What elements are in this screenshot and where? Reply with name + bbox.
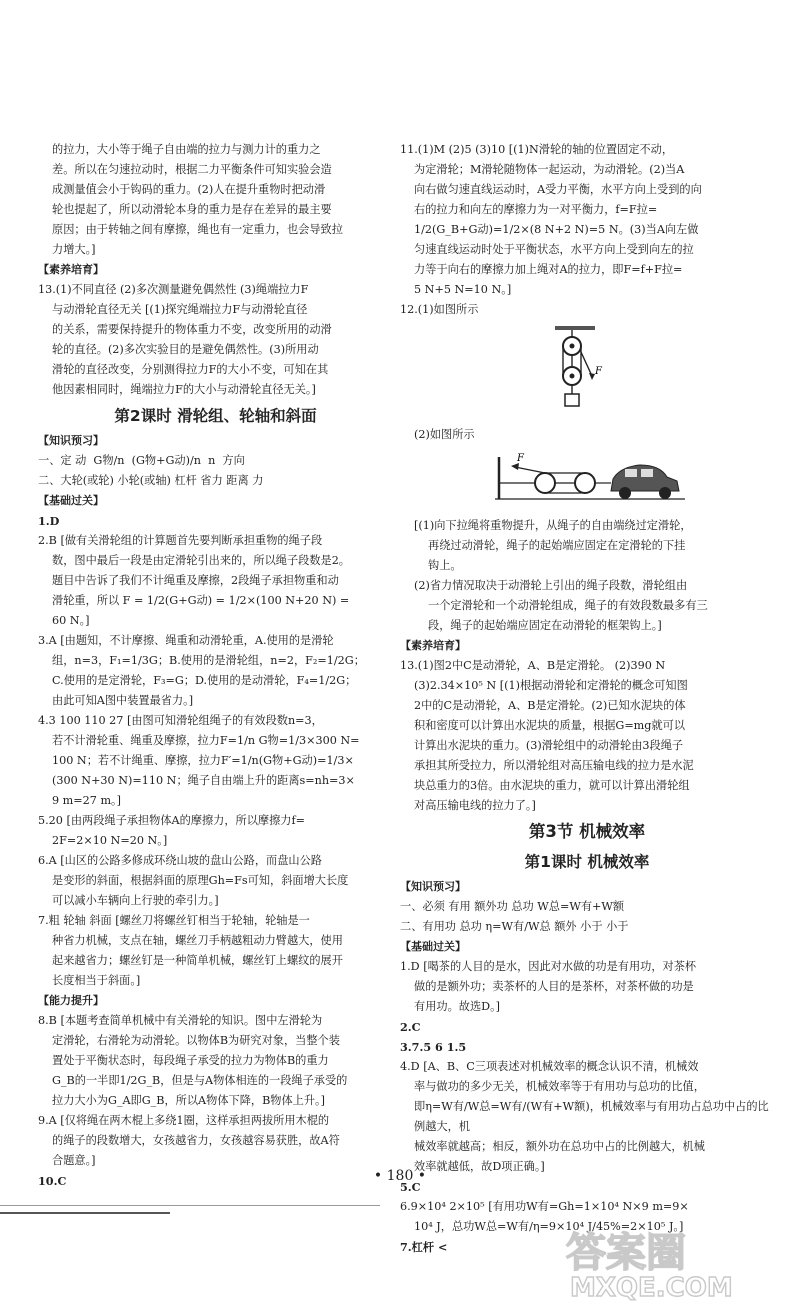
- car-pulley-figure: [400, 449, 774, 512]
- text-line: 轮也提起了，所以动滑轮本身的重力是存在差异的最主要: [52, 203, 332, 216]
- footer-rule-bold: [0, 1212, 170, 1214]
- answer-13: [38, 280, 393, 400]
- answer-13: [400, 656, 774, 816]
- left-column: [38, 140, 393, 1191]
- force-label: F: [595, 366, 602, 377]
- text-line: 4.D [A、B、C三项表述对机械效率的概念认识不清，机械效: [400, 1060, 699, 1073]
- answer-5: [38, 811, 393, 851]
- answer-b4: [400, 1057, 774, 1177]
- page-number: • 180 •: [373, 1168, 427, 1184]
- text-line: 5 N+5 N=10 N。]: [414, 283, 512, 296]
- free-rope: [515, 467, 545, 473]
- text-line: 为定滑轮；M滑轮随物体一起运动，为动滑轮。(2)当A: [414, 163, 685, 176]
- answer-6: [38, 851, 393, 911]
- preview-line-1: 一、必须 有用 额外功 总功 W总=W有+W额: [400, 900, 625, 913]
- text-line: 3.A [由题知，不计摩擦、绳重和动滑轮重，A.使用的是滑轮: [38, 634, 334, 647]
- car-window: [625, 469, 637, 477]
- text-line: 钩上。: [428, 559, 462, 572]
- text-line: 可以减小车辆向上行驶的牵引力。]: [52, 894, 219, 907]
- car-wheel: [619, 487, 631, 499]
- car-pulley-diagram: [495, 449, 685, 505]
- section-header-jichu: 【基础过关】: [400, 940, 466, 953]
- movable-pulley-axle: [570, 374, 575, 379]
- preview-line-1: 一、定 动 G物/n (G物+G动)/n n 方向: [38, 454, 245, 467]
- text-line: 1.D [喝茶的人目的是水，因此对水做的功是有用功，对茶杯: [400, 960, 697, 973]
- text-line: 械效率就越高；相反，额外功在总功中占的比例越大，机械: [414, 1140, 705, 1153]
- text-line: 的绳子的段数增大，女孩越省力，女孩越容易获胜，故A符: [52, 1134, 340, 1147]
- answer-7: [38, 911, 393, 991]
- text-line: 2.B [做有关滑轮组的计算题首先要判断承担重物的绳子段: [38, 534, 323, 547]
- section-header-zhishi: 【知识预习】: [38, 434, 104, 447]
- text-line: 10⁴ J，总功W总=W有/η=9×10⁴ J/45%=2×10⁵ J。]: [414, 1220, 684, 1233]
- text-line: [(1)向下拉绳将重物提升，从绳子的自由端绕过定滑轮，: [414, 519, 692, 532]
- force-label: F: [517, 453, 524, 464]
- lesson-title: 第2课时 滑轮组、轮轴和斜面: [114, 407, 317, 425]
- text-line: 差。所以在匀速拉动时，根据二力平衡条件可知实验会造: [52, 163, 332, 176]
- text-line: 7.粗 轮轴 斜面 [螺丝刀将螺丝钉相当于轮轴，轮轴是一: [38, 914, 310, 927]
- answer-8: [38, 1011, 393, 1111]
- right-column: [400, 140, 774, 1257]
- section-header-jichu: 【基础过关】: [38, 494, 104, 507]
- text-line: 做的是额外功；卖茶杯的人目的是茶杯，对茶杯做的功是: [414, 980, 694, 993]
- text-line: 他因素相同时，绳端拉力F的大小与动滑轮直径无关。]: [52, 383, 316, 396]
- text-line: 2中的C是动滑轮，A、B是定滑轮。(2)已知水泥块的体: [414, 699, 686, 712]
- text-line: 13.(1)图2中C是动滑轮，A、B是定滑轮。 (2)390 N: [400, 659, 666, 672]
- text-line: 11.(1)M (2)5 (3)10 [(1)N滑轮的轴的位置固定不动，: [400, 143, 674, 156]
- text-line: 6.9×10⁴ 2×10⁵ [有用功W有=Gh=1×10⁴ N×9 m=9×: [400, 1200, 689, 1213]
- section-header-suyang: 【素养培育】: [400, 639, 466, 652]
- text-line: 由此可知A图中装置最省力。]: [52, 694, 194, 707]
- text-line: 合题意。]: [52, 1154, 96, 1167]
- text-line: 原因；由于转轴之间有摩擦，绳也有一定重力，也会导致拉: [52, 223, 343, 236]
- text-line: 100 N；若不计绳重、摩擦，拉力F′=1/n(G物+G动)=1/3×: [52, 754, 354, 767]
- text-line: 6.A [山区的公路多修成环绕山坡的盘山公路，而盘山公路: [38, 854, 322, 867]
- answer-12-explanation: [400, 516, 774, 636]
- text-line: 2F=2×10 N=20 N。]: [52, 834, 168, 847]
- car-window: [641, 469, 653, 477]
- text-line: 有用功。故选D。]: [414, 1000, 501, 1013]
- text-line: 长度相当于斜面。]: [52, 974, 141, 987]
- text-line: 即η=W有/W总=W有/(W有+W额)，机械效率与有用功占总功中占的比例越大，机: [414, 1100, 769, 1133]
- text-line: 1/2(G_B+G动)=1/2×(8 N+2 N)=5 N。(3)当A向左做: [414, 223, 699, 236]
- text-line: 若不计滑轮重、绳重及摩擦，拉力F=1/n G物=1/3×300 N=: [52, 734, 360, 747]
- section-header-suyang: 【素养培育】: [38, 263, 104, 276]
- text-line: 9.A [仅将绳在两木棍上多绕1圈，这样承担两拔所用木棍的: [38, 1114, 330, 1127]
- text-line: 4.3 100 110 27 [由图可知滑轮组绳子的有效段数n=3，: [38, 714, 323, 727]
- text-line: 率与做功的多少无关，机械效率等于有用功与总功的比值，: [414, 1080, 705, 1093]
- answer-4: [38, 711, 393, 811]
- text-line: 种省力机械，支点在轴，螺丝刀手柄越粗动力臂越大，使用: [52, 934, 343, 947]
- text-line: C.使用的是定滑轮，F₃=G；D.使用的是动滑轮，F₄=1/2G；: [52, 674, 357, 687]
- text-line: 承担其所受拉力，所以滑轮组对高压输电线的拉力是水泥: [414, 759, 694, 772]
- pulley-figure: [400, 324, 774, 421]
- text-line: 8.B [本题考查简单机械中有关滑轮的知识。图中左滑轮为: [38, 1014, 323, 1027]
- text-line: 计算出水泥块的重力。(3)滑轮组中的动滑轮由3段绳子: [414, 739, 684, 752]
- text-line: (2)省力情况取决于动滑轮上引出的绳子段数，滑轮组由: [414, 579, 688, 592]
- force-arrow: [511, 463, 519, 470]
- watermark-logo: [560, 1218, 775, 1302]
- watermark-graphic: [560, 1218, 775, 1302]
- preview-line-2: 二、有用功 总功 η=W有/W总 额外 小于 小于: [400, 920, 629, 933]
- section-header-nengli: 【能力提升】: [38, 994, 104, 1007]
- text-line: 置处于平衡状态时，每段绳子承受的拉力为物体B的重力: [52, 1054, 329, 1067]
- text-line: 60 N。]: [52, 614, 90, 627]
- section-header-zhishi: 【知识预习】: [400, 880, 466, 893]
- text-line: 的拉力，大小等于绳子自由端的拉力与测力计的重力之: [52, 143, 321, 156]
- text-line: 与动滑轮直径无关 [(1)探究绳端拉力F与动滑轮直径: [52, 303, 308, 316]
- lesson-title: 第1课时 机械效率: [524, 853, 650, 871]
- text-line: 定滑轮，右滑轮为动滑轮。以物体B为研究对象，当整个装: [52, 1034, 340, 1047]
- free-rope: [581, 352, 592, 376]
- text-line: 是变形的斜面，根据斜面的原理Gh=Fs可知，斜面增大长度: [52, 874, 349, 887]
- answer-b3: 3.7.5 6 1.5: [400, 1040, 467, 1054]
- footer-rule: [0, 1205, 380, 1206]
- text-line: 滑轮重，所以 F = 1/2(G+G动) = 1/2×(100 N+20 N) =: [52, 594, 350, 607]
- watermark-top-text: 答案圈: [566, 1230, 686, 1276]
- text-line: 积和密度可以计算出水泥块的质量，根据G=mg就可以: [414, 719, 686, 732]
- answer-b1: [400, 957, 774, 1017]
- answer-b5: 5.C: [400, 1180, 421, 1194]
- text-line: 滑轮的直径改变，分别测得拉力F的大小不变，可知在其: [52, 363, 329, 376]
- answer-b2: 2.C: [400, 1020, 421, 1034]
- movable-pulley: [575, 473, 595, 493]
- car-wheel: [659, 487, 671, 499]
- ceiling-mount: [555, 326, 595, 330]
- intro-paragraph: [38, 140, 393, 260]
- answer-2: [38, 531, 393, 631]
- text-line: 数，图中最后一段是由定滑轮引出来的，所以绳子段数是2。: [52, 554, 350, 567]
- text-line: 一个定滑轮和一个动滑轮组成，绳子的有效段数最多有三: [428, 599, 708, 612]
- weight-block: [565, 394, 579, 406]
- fixed-pulley-axle: [570, 344, 575, 349]
- answer-b7: 7.杠杆 <: [400, 1240, 448, 1254]
- text-line: 向右做匀速直线运动时，A受力平衡，水平方向上受到的向: [414, 183, 702, 196]
- text-line: 拉力大小为G_A即G_B，所以A物体下降，B物体上升。]: [52, 1094, 325, 1107]
- text-line: 起来越省力；螺丝钉是一种简单机械，螺丝钉上螺纹的展开: [52, 954, 343, 967]
- text-line: 段，绳子的起始端应固定在动滑轮的框架钩上。]: [428, 619, 662, 632]
- answer-10: 10.C: [38, 1174, 67, 1188]
- fixed-pulley: [535, 473, 555, 493]
- answer-12-part2: (2)如图所示: [414, 428, 475, 441]
- text-line: 5.20 [由两段绳子承担物体A的摩擦力，所以摩擦力f=: [38, 814, 305, 827]
- text-line: (3)2.34×10⁵ N [(1)根据动滑轮和定滑轮的概念可知图: [414, 679, 688, 692]
- text-line: 题目中告诉了我们不计绳重及摩擦，2段绳子承担物重和动: [52, 574, 339, 587]
- text-line: 匀速直线运动时处于平衡状态，水平方向上受到向左的拉: [414, 243, 694, 256]
- text-line: 9 m=27 m。]: [52, 794, 122, 807]
- answer-12-part1: 12.(1)如图所示: [400, 303, 479, 316]
- car-body: [611, 465, 679, 491]
- text-line: 对高压输电线的拉力了。]: [414, 799, 536, 812]
- text-line: G_B的一半即1/2G_B，但是与A物体相连的一段绳子承受的: [52, 1074, 348, 1087]
- preview-line-2: 二、大轮(或轮) 小轮(或轴) 杠杆 省力 距离 力: [38, 474, 264, 487]
- text-line: 组，n=3，F₁=1/3G；B.使用的是滑轮组，n=2，F₂=1/2G；: [52, 654, 365, 667]
- answer-9: [38, 1111, 393, 1171]
- text-line: 13.(1)不同直径 (2)多次测量避免偶然性 (3)绳端拉力F: [38, 283, 309, 296]
- section-title: 第3节 机械效率: [528, 822, 646, 841]
- answer-1: 1.D: [38, 514, 60, 528]
- text-line: 块总重力的3倍。由水泥块的重力，就可以计算出滑轮组: [414, 779, 690, 792]
- text-line: 力等于向右的摩擦力加上绳对A的拉力，即F=f+F拉=: [414, 263, 683, 276]
- text-line: 右的拉力和向左的摩擦力为一对平衡力，f=F拉=: [414, 203, 658, 216]
- text-line: (300 N+30 N)=110 N；绳子自由端上升的距离s=nh=3×: [52, 774, 355, 787]
- text-line: 力增大。]: [52, 243, 96, 256]
- text-line: 成测量值会小于钩码的重力。(2)人在提升重物时把动滑: [52, 183, 326, 196]
- text-line: 轮的直径。(2)多次实验目的是避免偶然性。(3)所用动: [52, 343, 319, 356]
- text-line: 再绕过动滑轮，绳子的起始端应固定在定滑轮的下挂: [428, 539, 686, 552]
- text-line: 的关系，需要保持提升的物体重力不变，改变所用的动滑: [52, 323, 332, 336]
- watermark-bottom-text: MXQE.COM: [570, 1273, 733, 1302]
- answer-3: [38, 631, 393, 711]
- pulley-diagram: [550, 324, 610, 414]
- text-line: 效率就越低，故D项正确。]: [414, 1160, 545, 1173]
- answer-11: [400, 140, 774, 300]
